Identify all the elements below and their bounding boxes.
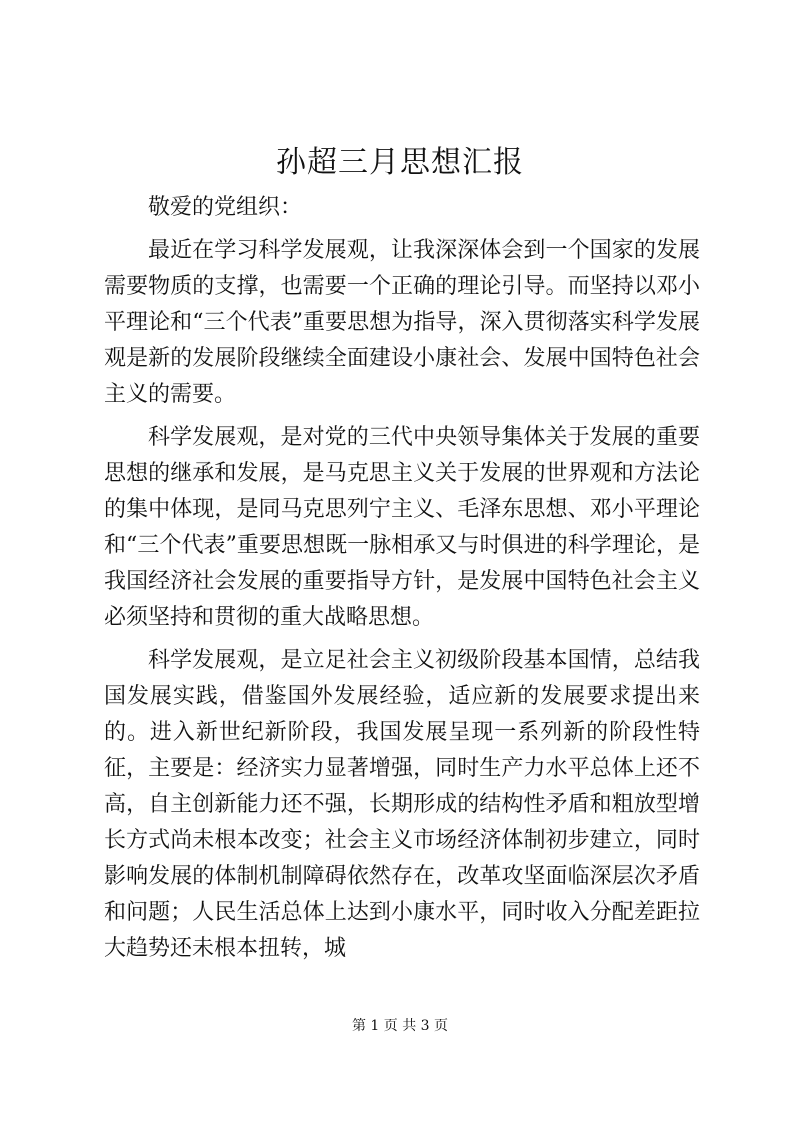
paragraph-1: 最近在学习科学发展观，让我深深体会到一个国家的发展需要物质的支撑，也需要一个正确的理论引导。而坚持以邓小平理论和“三个代表”重要思想为指导，深入贯彻落实科学发展观是新的发展阶段继续全面建设小康社会、发展中国特色社会主义的需要。 <box>104 238 700 407</box>
document-title: 孙超三月思想汇报 <box>276 145 524 180</box>
paragraph-2: 科学发展观，是对党的三代中央领导集体关于发展的重要思想的继承和发展，是马克思主义关于发展的世界观和方法论的集中体现，是同马克思列宁主义、毛泽东思想、邓小平理论和“三个代表”重要思想既一脉相承又与时俱进的科学理论，是我国经济社会发展的重要指导方针，是发展中国特色社会主义必须坚持和贯彻的重大战略思想。 <box>104 425 700 630</box>
page-footer: 第 1 页 共 3 页 <box>351 1018 449 1034</box>
document-body <box>104 190 700 974</box>
salutation: 敬爱的党组织： <box>148 195 303 220</box>
paragraph-3: 科学发展观，是立足社会主义初级阶段基本国情，总结我国发展实践，借鉴国外发展经验，适应新的发展要求提出来的。进入新世纪新阶段，我国发展呈现一系列新的阶段性特征，主要是：经济实力显著增强，同时生产力水平总体上还不高，自主创新能力还不强，长期形成的结构性矛盾和粗放型增长方式尚未根本改变；社会主义市场经济体制初步建立，同时影响发展的体制机制障碍依然存在，改革攻坚面临深层次矛盾和问题；人民生活总体上达到小康水平，同时收入分配差距拉大趋势还未根本扭转，城 <box>104 648 700 961</box>
